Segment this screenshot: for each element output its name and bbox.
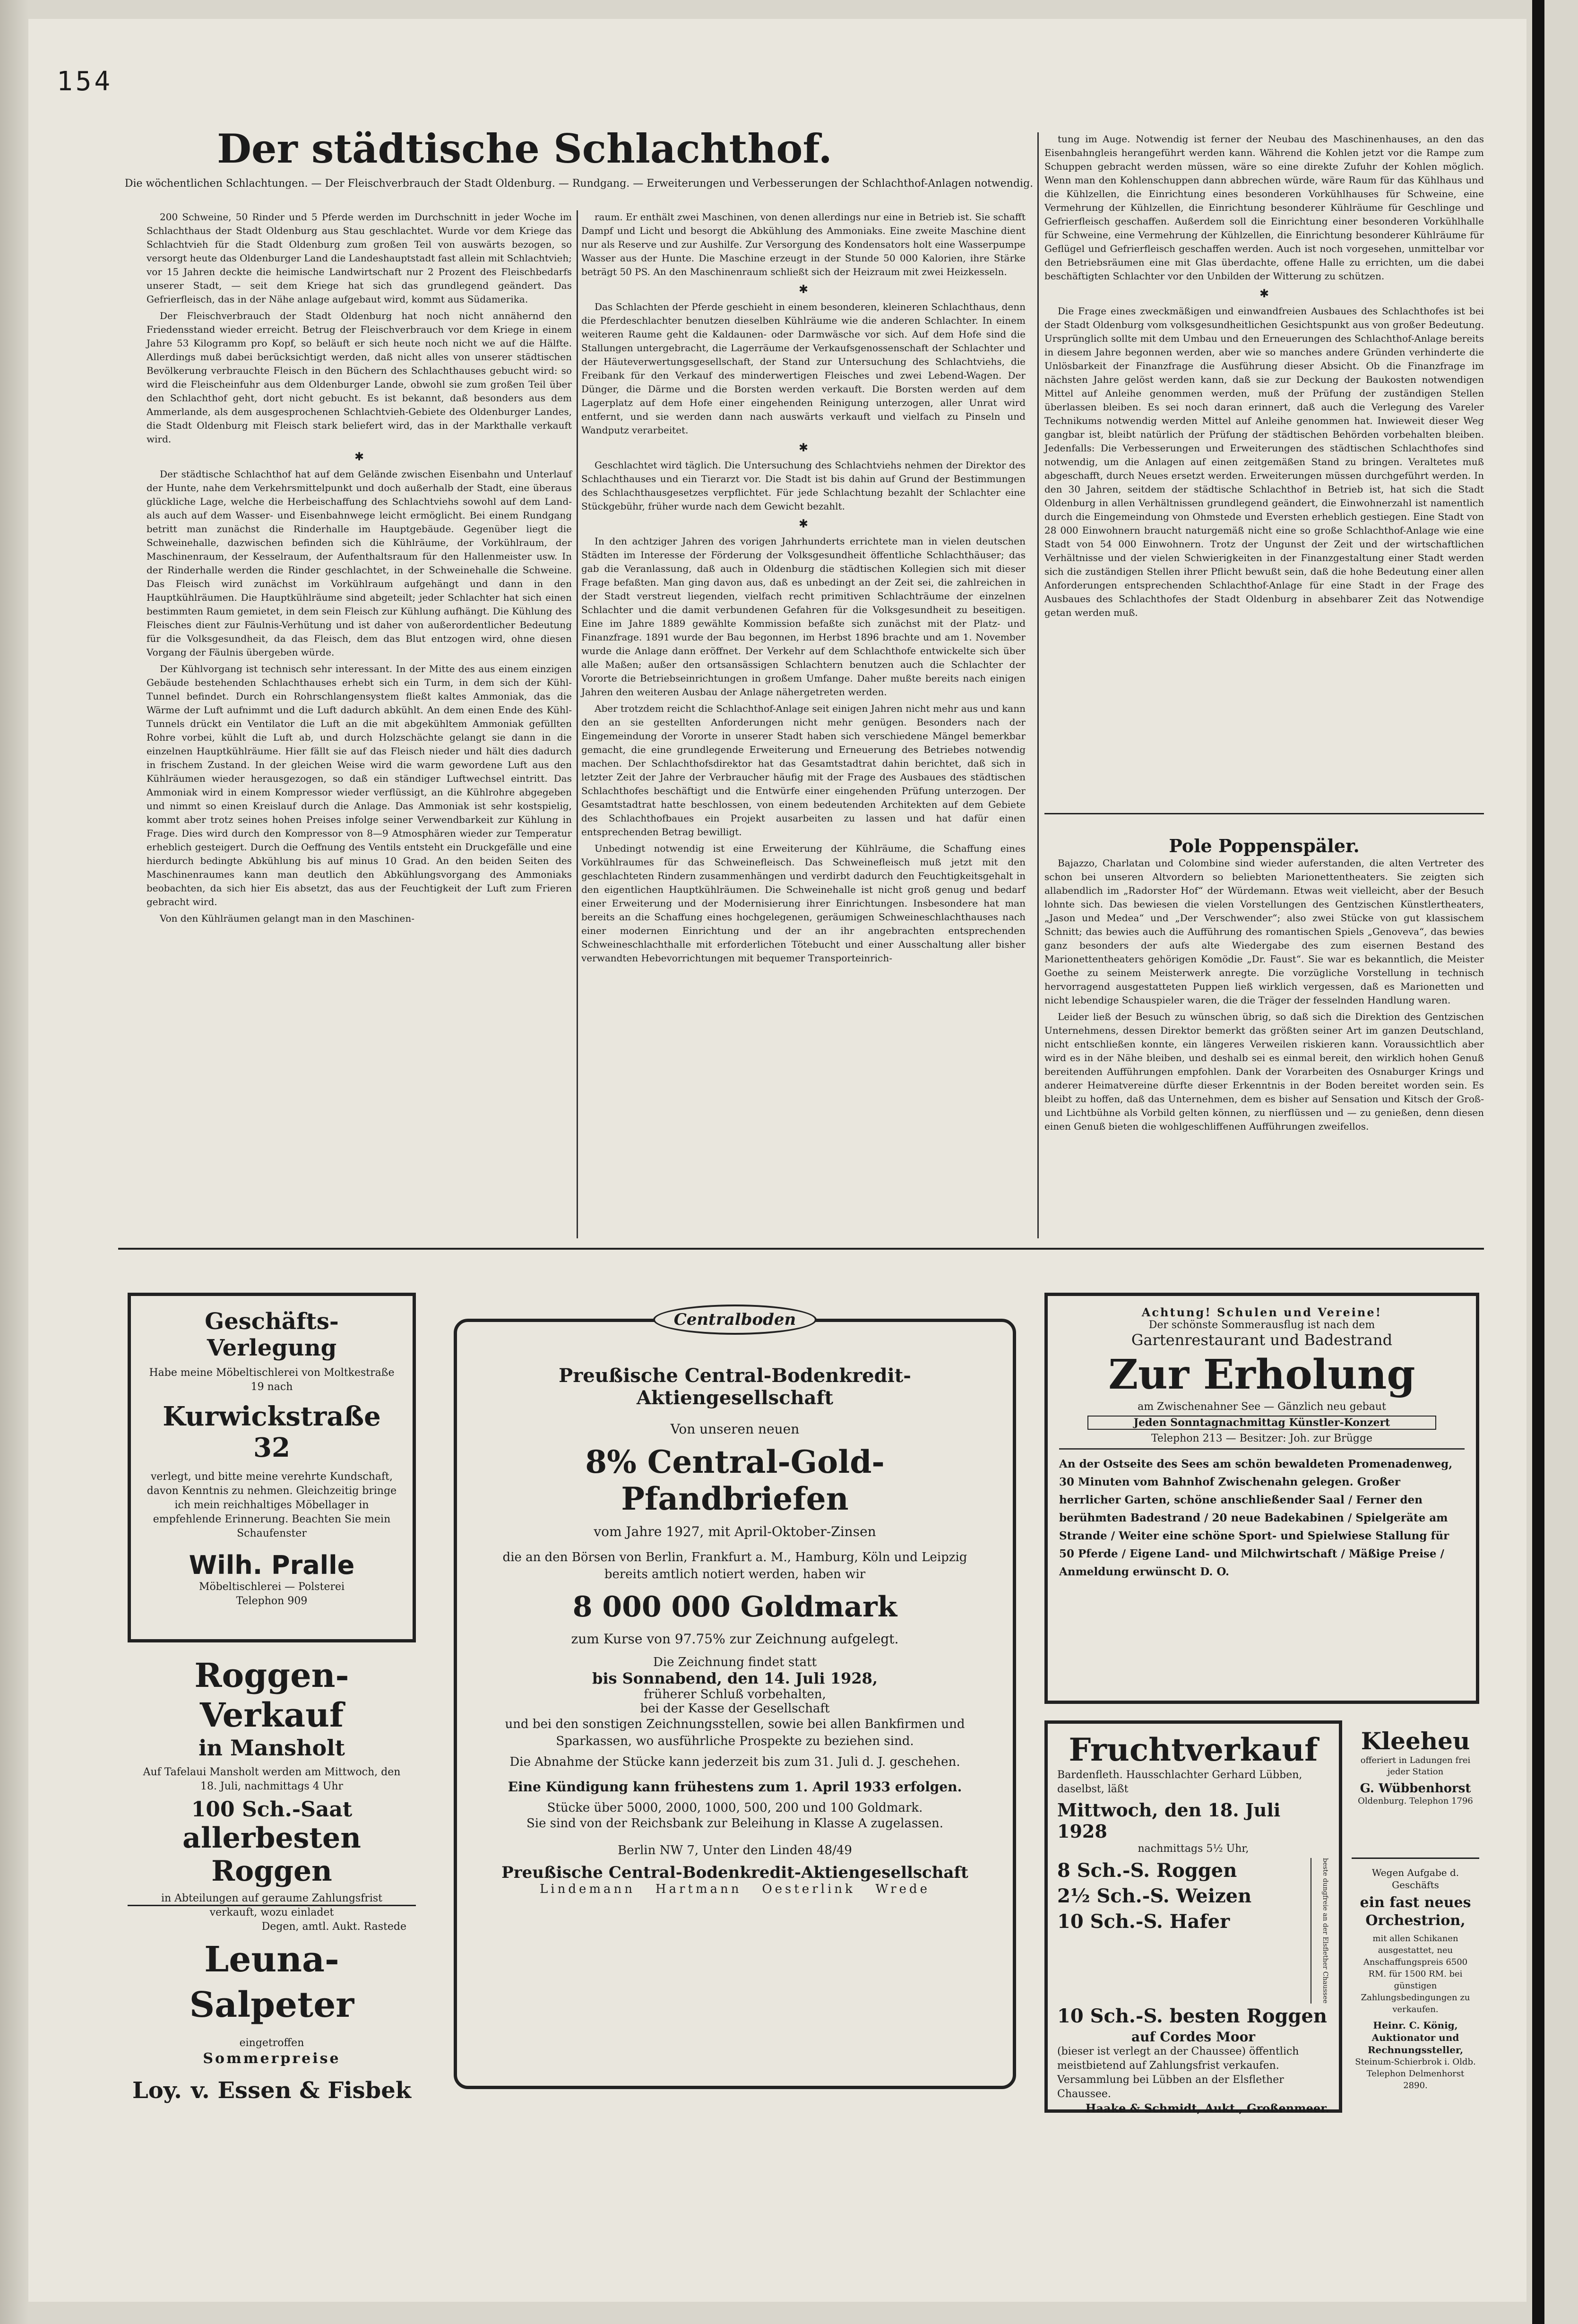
ad-text: Sommerpreise [203, 2050, 341, 2067]
ad-text: Von unseren neuen [670, 1421, 800, 1437]
ad-text: Telephon 213 — Besitzer: Joh. zur Brügge [1151, 1433, 1373, 1444]
ad-text: früherer Schluß vorbehalten, [644, 1687, 826, 1702]
ad-title: Geschäfts-Verlegung [205, 1308, 339, 1361]
ad-name: G. Wübbenhorst [1360, 1781, 1471, 1796]
ad-title: Kleeheu [1361, 1727, 1470, 1755]
ad-text: eingetroffen [239, 2037, 304, 2049]
column-rule [577, 210, 578, 1238]
ad-text: An der Ostseite des Sees am schön bewaldeten Promenadenweg, 30 Minuten vom Bahnhof Zwischenahn gelegen. Großer herrlicher Garten, schöne anschließender Saal / Ferner den berühmten Badestrand / 20 neue Badekabinen / Spielgeräte am Strande / Weiter eine schöne Sport- und Spielwiese Stallung für 50 Pferde / Eigene Land- und Milchwirtschaft / Mäßige Preise / Anmeldung erwünscht D. O. [1059, 1458, 1453, 1578]
paragraph: 200 Schweine, 50 Rinder und 5 Pferde werden im Durchschnitt in jeder Woche im Schlachthaus der Stadt Oldenburg aus Stau geschlachtet. Wurde vor dem Kriege das Schlachtvieh für die Stadt Oldenburg zum großen Teil von auswärts bezogen, so versorgt heute das Oldenburger Land die Landeshauptstadt fast allein mit Schlachtvieh; vor 15 Jahren deckte die heimische Landwirtschaft nur 2 Prozent des Fleischbedarfs unserer Stadt, — seit dem Kriege hat sich das grundlegend geändert. Das Gefrierfleisch, das in der Nähe anlage aufgebaut wird, kommt aus Südamerika. [147, 211, 572, 305]
ad-text: Habe meine Möbeltischlerei von Moltkestraße 19 nach [149, 1367, 395, 1393]
ad-text: Achtung! Schulen und Vereine! [1141, 1305, 1382, 1319]
page-number: 154 [57, 66, 113, 97]
ad-text: bei der Kasse der Gesellschaft [640, 1702, 830, 1716]
ad-name: Wilh. Pralle [189, 1550, 355, 1580]
ad-leuna [128, 1933, 416, 2103]
ad-item: 10 Sch.-S. Hafer [1057, 1910, 1230, 1933]
ad-phone: Telephon 909 [236, 1595, 308, 1607]
ad-company: Preußische Central-Bodenkredit-Aktiengesellschaft [559, 1365, 911, 1409]
ad-side-note: beste dungfreie an der Elsflether Chaussee [1311, 1858, 1329, 2004]
article-column-2 [581, 210, 1026, 1238]
ad-zur-erholung [1044, 1293, 1479, 1704]
paragraph: Die Frage eines zweckmäßigen und einwandfreien Ausbaues des Schlachthofes ist bei der Stadt Oldenburg vom volksgesundheitlichen Gesichtspunkt aus von großer Bedeutung. Ursprünglich sollte mit dem Umbau und den Erneuerungen des Schlachthof-Anlage bereits in diesem Jahre begonnen werden, aber wie so manches andere Gründen verhinderte die Unlösbarkeit der Finanzfrage die Ausführung dieser Absicht. Ob die Finanzfrage im nächsten Jahre gelöst werden kann, daß sie zur Deckung der Baukosten notwendigen Mittel auf Anleihe genommen werden, muß der Prüfung der zuständigen Stellen überlassen bleiben. Es sei noch daran erinnert, daß auch die Verlegung des Vareler Technikums notwendig werden Mittel auf Anleihe genommen hat. Inwieweit dieser Weg gangbar ist, bleibt natürlich der Prüfung der städtischen Behörden vorbehalten bleiben. Jedenfalls: Die Verbesserungen und Erweiterungen des städtischen Schlachthofes sind notwendig, um die Anlagen auf einen zeitgemäßen Stand zu bringen. Veraltetes muß abgeschafft, durch Neues ersetzt werden. Erweiterungen müssen durchgeführt werden. In den 30 Jahren, seitdem der städtische Schlachthof in Betrieb ist, hat sich die Stadt Oldenburg in allen Verhältnissen grundlegend geändert, die Einwohnerzahl ist namentlich durch die Eingemeindung von Ohmstede und Eversten erheblich gestiegen. Eine Stadt von 28 000 Einwohnern braucht naturgemäß nicht eine so große Schlachthof-Anlage wie eine Stadt von 54 000 Einwohnern. Trotz der Ungunst der Zeit und der wirtschaftlichen Verhältnisse und der vielen Schwierigkeiten in der Finanzgestaltung einer Stadt werden sich die zuständigen Stellen ihrer Pflicht bewußt sein, daß die hohe Bedeutung einer allen Anforderungen entsprechenden Schlachthof-Anlage für eine Stadt in der Frage des Ausbaues des Schlachthofes der Stadt Oldenburg in absehbarer Zeit das Notwendige getan werden muß. [1044, 305, 1484, 618]
paragraph: Der Fleischverbrauch der Stadt Oldenburg hat noch nicht annähernd den Friedensstand wieder erreicht. Betrug der Fleischverbrauch vor dem Kriege in einem Jahre 53 Kilogramm pro Kopf, so beläuft er sich heute noch nicht we auf die Hälfte. Allerdings muß dabei berücksichtigt werden, daß nicht alles von unserer städtischen Bevölkerung verbrauchte Fleisch in den Büchern des Schlachthauses gebucht wird: so wird die Fleischeinfuhr aus dem Oldenburger Lande, obwohl sie zum großen Teil über den Schlachthof geht, dort nicht gebucht. Es ist bekannt, daß besonders aus dem Ammerlande, als dem ausgesprochenen Schlachtvieh-Gebiete des Oldenburger Landes, die Stadt Oldenburg mit Fleisch stark beliefert wird, das in der Markthalle verkauft wird. [147, 310, 572, 445]
ad-name: Zur Erholung [1108, 1351, 1415, 1399]
paragraph: Der städtische Schlachthof hat auf dem Gelände zwischen Eisenbahn und Unterlauf der Hunte, nahe dem Verkehrsmittelpunkt und doch außerhalb der Stadt, eine überaus glückliche Lage, welche die Herbeischaffung des Schlachtviehs sowohl auf dem Land- als auch auf dem Wasser- und Eisenbahnwege leicht ermöglicht. Bei einem Rundgang betritt man zunächst die Rinderhalle im Hauptgebäude. Gegenüber liegt die Schweinehalle, dazwischen befinden sich die Kühlräume, der Vorkühlraum, der Maschinenraum, der Kesselraum, der Aufenthaltsraum für den Hallenmeister usw. In der Rinderhalle werden die Rinder geschlachtet, in der Schweinehalle die Schweine. Das Fleisch wird zunächst im Vorkühlraum aufgehängt und dann in den Hauptkühlräumen. Die Hauptkühlräume sind abgeteilt; jeder Schlachter hat sich einen bestimmten Raum gemietet, in dem sein Fleisch zur Kühlung aufhängt. Die Kühlung des Fleisches dient zur Fäulnis-Verhütung und ist daher von außerordentlicher Bedeutung für die Volksgesundheit, da das Fleisch, dem das Blut entzogen wird, ohne diesen Vorgang der Fäulnis übergeben würde. [147, 468, 572, 658]
ad-text: zum Kurse von 97.75% zur Zeichnung aufgelegt. [571, 1631, 899, 1647]
paragraph: Leider ließ der Besuch zu wünschen übrig, so daß sich die Direktion des Gentzischen Unternehmens, dessen Direktor bemerkt das größten seiner Art im ganzen Deutschland, nicht entschließen konnte, ein längeres Verweilen riskieren kann. Voraussichtlich aber wird es in der Nähe bleiben, und deshalb sei es einmal bereit, den wirklich hohen Genuß bereitenden Aufführungen empfohlen. Dank der Vorarbeiten des Osnaburger Krings und anderer Heimatvereine dürfte dieser Erkenntnis in der Boden bereitet worden sein. Es bleibt zu hoffen, daß das Unternehmen, dem es bisher auf Sensation und Kitsch der Groß- und Lichtbühne als Vorbild gelten können, zu nierflüssen und — zu genießen, denn diesen einen Genuß bieten die wohlgeschliffenen Aufführungen zweifellos. [1044, 1011, 1484, 1132]
separator-star: ✱ [798, 441, 809, 454]
ad-text: Sie sind von der Reichsbank zur Beleihung in Klasse A zugelassen. [526, 1816, 944, 1831]
ad-central-bodenkredit [454, 1319, 1016, 2089]
ad-roggen [128, 1652, 416, 1933]
ad-text: Der schönste Sommerausflug ist nach dem [1148, 1319, 1375, 1331]
central-logo-wrap [647, 1305, 822, 1335]
ad-fruchtverkauf [1044, 1720, 1342, 2113]
separator-star: ✱ [1259, 287, 1269, 300]
paragraph: Das Schlachten der Pferde geschieht in einem besonderen, kleineren Schlachthaus, denn die Pferdeschlachter benutzen dieselben Kühlräume wie die anderen Schlachter. In einem weiteren Raume geht die Kaldaunen- oder Darmwäsche vor sich. Auf dem Hofe sind die Stallungen untergebracht, die Lagerräume der Verkaufsgenossenschaft der Schlachter und der Häuteverwertungsgesellschaft, der Stand zur Untersuchung des Schlachtviehs, die Freibank für den Verkauf des minderwertigen Fleisches und zwei Lebend-Wagen. Der Dünger, die Därme und die Borsten werden verkauft. Die Borsten werden auf dem Lagerplatz auf dem Hofe einer eingehenden Reinigung unterzogen, aller Unrat wird entfernt, und sie werden dann nach auswärts verkauft und vielfach zu Pinseln und Wandputz verarbeitet. [581, 301, 1026, 436]
ad-title: Fruchtverkauf [1069, 1731, 1318, 1768]
ad-item: 2½ Sch.-S. Weizen [1057, 1885, 1252, 1907]
ad-address: Berlin NW 7, Unter den Linden 48/49 [618, 1843, 852, 1857]
separator-star: ✱ [798, 283, 809, 296]
ad-text: Jeden Sonntagnachmittag Künstler-Konzert [1087, 1416, 1436, 1430]
ad-text: offeriert in Ladungen frei jeder Station [1360, 1755, 1471, 1777]
paragraph: Unbedingt notwendig ist eine Erweiterung der Kühlräume, die Schaffung eines Vorkühlraumes für das Schweinefleisch. Das Schweinefleisch muß jetzt mit den geschlachteten Rindern zusammenhängen und verdirbt dadurch den Feuchtigkeitsgehalt in den eigentlichen Hauptkühlräumen. Die Schweinehalle ist nicht groß genug und bedarf einer Erweiterung und der Modernisierung ihrer Einrichtungen. Insbesondere hat man bereits an die Schaffung eines hochgelegenen, geräumigen Schweineschlachthauses nach einer modernen Einrichtung und der an ihr angebrachten entsprechenden Schweineschlachthalle mit erforderlichen Tötebucht und einer Ausschaltung aller bisher verwandten Hebevorrichtungen mit bequemer Transporteinrich- [581, 843, 1026, 964]
ad-product: 8% Central-Gold-Pfandbriefen [585, 1443, 885, 1517]
ad-text: Bardenfleth. Hausschlachter Gerhard Lübben, daselbst, läßt [1057, 1769, 1302, 1795]
ad-title: ein fast neues Orchestrion, [1360, 1894, 1471, 1929]
paragraph: Aber trotzdem reicht die Schlachthof-Anlage seit einigen Jahren nicht mehr aus und kann den an sie gestellten Anforderungen nicht mehr genügen. Besonders nach der Eingemeindung der Vororte in unserer Stadt haben sich verschiedene Mängel bemerkbar gemacht, die eine grundlegende Erweiterung und Erneuerung des Betriebes notwendig machen. Der Schlachthofsdirektor hat das Gesamtstadtrat dahin berichtet, daß sich in letzter Zeit der Jahre der Verbraucher häufig mit der Frage des Ausbaues des städtischen Schlachthofes beschäftigt und die Entwürfe einer eingehenden Prüfung unterzogen. Der Gesamtstadtrat hatte beschlossen, von einem bedeutenden Architekten auf dem Gebiete des Schlachthofbaues ein Projekt ausarbeiten zu lassen und hat dafür einen entsprechenden Betrag bewilligt. [581, 703, 1026, 838]
ad-date: bis Sonnabend, den 14. Juli 1928, [592, 1669, 878, 1687]
paragraph: Von den Kühlräumen gelangt man in den Maschinen- [160, 913, 415, 924]
ad-text: Auf Tafelaui Mansholt werden am Mittwoch, den 18. Juli, nachmittags 4 Uhr [143, 1766, 401, 1792]
ad-left: Loy. [132, 2077, 182, 2104]
ad-text: und bei den sonstigen Zeichnungsstellen, sowie bei allen Bankfirmen und Sparkassen, wo ausführliche Prospekte zu beziehen sind. [505, 1717, 965, 1748]
ad-title: Leuna-Salpeter [189, 1939, 354, 2025]
ad-text: am Zwischenahner See — Gänzlich neu gebaut [1138, 1401, 1386, 1413]
paragraph: In den achtziger Jahren des vorigen Jahrhunderts errichtete man in vielen deutschen Städten im Interesse der Förderung der Volksgesundheit öffentliche Schlachthäuser; das gab die Veranlassung, daß auch in Oldenburg die städtischen Kollegien sich mit dieser Frage befaßten. Man ging davon aus, daß es unbedingt an der Zeit sei, die zahlreichen in der Stadt verstreut liegenden, vielfach recht primitiven Schlachträume der einzelnen Schlachter und die damit verbundenen Gefahren für die Volksgesundheit zu beseitigen. Eine im Jahre 1889 gewählte Kommission befaßte sich zunächst mit der Platz- und Finanzfrage. 1891 wurde der Bau begonnen, im Herbst 1896 brachte und am 1. November wurde die Anlage dann eröffnet. Der Verkehr auf dem Schlachthofe entwickelte sich über alle Maßen; außer den ortsansässigen Schlachtern benutzen auch die Schlachter der Vororte die Betriebseinrichtungen in großem Umfange. Daher mußte bereits nach einigen Jahren den weiteren Ausbau der Anlage nähergetreten werden. [581, 536, 1026, 698]
ad-praelle [128, 1293, 416, 1642]
section-rule [1044, 813, 1484, 814]
ad-signature: Degen, amtl. Aukt. Rastede [261, 1921, 406, 1933]
ad-text: Eine Kündigung kann frühestens zum 1. April 1933 erfolgen. [508, 1779, 962, 1795]
article-column-1 [147, 210, 572, 1238]
page-shadow [0, 0, 28, 2324]
ads-top-rule [118, 1248, 1484, 1250]
ad-item: 10 Sch.-S. besten Roggen [1057, 2004, 1328, 2027]
ad-text: Oldenburg. Telephon 1796 [1358, 1796, 1473, 1806]
ad-place: in Mansholt [198, 1735, 345, 1761]
ad-name: Heinr. C. König, Auktionator und Rechnungssteller, [1367, 2020, 1464, 2056]
article-title: Der städtische Schlachthof. [217, 125, 832, 172]
ad-right: v. Essen & Fisbek [190, 2077, 411, 2104]
paragraph: Bajazzo, Charlatan und Colombine sind wieder auferstanden, die alten Vertreter des schon bei unseren Altvordern so beliebten Marionettentheaters. Sie zeigten sich allabendlich im „Radorster Hof“ der Würdemann. Etwas weit vielleicht, aber der Besuch lohnte sich. Das bewiesen die vielen Vorstellungen des Gentzischen Künstlertheaters, „Jason und Medea“ und „Der Verschwender“; also zwei Stücke von gut klassischem Schnitt; das bewies auch die Aufführung des romantischen Spiels „Genoveva“, das bewies ganz besonders der aufs alte Wiedergabe des zum eisernen Bestand des Marionettentheaters gehörigen Komödie „Dr. Faust“. Sie war es bekanntlich, die Meister Goethe zu seinem Meisterwerk anregte. Die vorzügliche Vorstellung in technisch hervorragend ausgestatteten Puppen ließ wirklich vergessen, daß es Marionetten und nicht lebendige Schauspieler waren, die die Träger der fesselnden Handlung waren. [1044, 857, 1484, 1006]
ad-text: Möbeltischlerei — Polsterei [198, 1581, 345, 1593]
column-rule [1037, 132, 1039, 1238]
separator-star: ✱ [798, 517, 809, 530]
ad-text: in Abteilungen auf geraume Zahlungsfrist verkauft, wozu einladet [161, 1892, 383, 1918]
ad-text: Stücke über 5000, 2000, 1000, 500, 200 und 100 Goldmark. [547, 1801, 923, 1815]
theater-review [1044, 835, 1484, 1238]
paragraph: tung im Auge. Notwendig ist ferner der Neubau des Maschinenhauses, an den das Eisenbahngleis herangeführt werden kann. Während die Kohlen jetzt vor die Rampe zum Schuppen gebracht werden müssen, wäre so eine direkte Zufuhr der Kohlen möglich. Wenn man den Kohlenschuppen dann abbrechen würde, wäre Raum für das Kühlhaus und die Kühlzellen, die Einrichtung eines besonderen Vorkühlhauses für Schweine, eine Vermehrung der Kühlzellen, die Einrichtung besonderer Kühlräume für Geschlinge und Gefrierfleisch geschaffen. Außerdem soll die Einrichtung einer besonderen Vorkühlhalle für Schweine, eine Vermehrung der Kühlzellen, die Einrichtung besonderer Kühlräume für Geflügel und Gefrierfleisch geschaffen werden. Auch ist noch vorgesehen, unmittelbar vor den Betriebsräumen eine mit Glas überdachte, offene Halle zu errichten, um die dabei beschäftigten Schlachter vor den Unbilden der Witterung zu schützen. [1044, 133, 1484, 282]
ad-text: die an den Börsen von Berlin, Frankfurt a. M., Hamburg, Köln und Leipzig bereits amtlich notiert werden, haben wir [502, 1550, 967, 1581]
ad-text: Wegen Aufgabe d. Geschäfts [1371, 1867, 1459, 1891]
separator-star: ✱ [354, 450, 364, 463]
ad-kleeheu [1352, 1725, 1479, 1853]
ad-text: nachmittags 5½ Uhr, [1138, 1843, 1249, 1855]
ad-amount: 8 000 000 Goldmark [572, 1590, 897, 1624]
ad-street: Kurwickstraße 32 [163, 1401, 381, 1463]
paragraph: Der Kühlvorgang ist technisch sehr interessant. In der Mitte des aus einem einzigen Gebäude bestehenden Schlachthauses erhebt sich ein Turm, in dem sich der Kühl-Tunnel befindet. Durch ein Rohrschlangensystem fließt kaltes Ammoniak, das die Wärme der Luft aufnimmt und die Luft dadurch abkühlt. An dem einen Ende des Kühl-Tunnels drückt ein Ventilator die Luft an die mit abgekühltem Ammoniak gefüllten Rohre vorbei, kühlt die Luft ab, und durch Holzschächte gelangt sie dann in die einzelnen Hauptkühlräume. Hier fällt sie auf das Fleisch nieder und hält dies dadurch in frischem Zustand. In der gleichen Weise wird die warm gewordene Luft aus den Kühlräumen wieder herausgezogen, so daß ein ständiger Luftwechsel eintritt. Das Ammoniak wird in einem Kompressor wieder verflüssigt, an die Kühlrohre abgegeben und nimmt so einen Kreislauf durch die Anlage. Das Ammoniak ist sehr kostspielig, kommt aber trotz seines hohen Preises infolge seiner Verwendbarkeit zur Kühlung in Frage. Dies wird durch den Kompressor von 8—9 Atmosphären wieder zur Temperatur erheblich gesteigert. Durch die Oeffnung des Ventils entsteht ein Druckgefälle und eine hierdurch bedingte Abkühlung bis auf minus 10 Grad. An den beiden Seiten des Maschinenraumes kann man deutlich den Abkühlungsvorgang des Ammoniaks beobachten, da sich hier Eis absetzt, das aus der Feuchtigkeit der Luft zum Frieren gebracht wird. [147, 663, 572, 907]
ad-text: Steinum-Schierbrok i. Oldb. Telephon Delmenhorst 2890. [1355, 2057, 1476, 2091]
ad-place: auf Cordes Moor [1131, 2029, 1255, 2045]
paragraph: Geschlachtet wird täglich. Die Untersuchung des Schlachtviehs nehmen der Direktor des Schlachthauses und ein Tierarzt vor. Die Stadt ist bis dahin auf Grund der Bestimmungen des Schlachthausgesetzes verpflichtet. Für jede Schlachtung bezahlt der Schlachter eine Stückgebühr, früher wurde nach dem Gewicht bezahlt. [581, 459, 1026, 512]
ad-text: Die Zeichnung findet statt [653, 1655, 817, 1669]
article-column-3 [1044, 132, 1484, 794]
review-title: Pole Poppenspäler. [1169, 835, 1360, 856]
ad-title: Roggen-Verkauf [194, 1656, 349, 1735]
ad-text: vom Jahre 1927, mit April-Oktober-Zinsen [594, 1524, 876, 1539]
ad-board: Lindemann Hartmann Oesterlink Wrede [540, 1882, 930, 1896]
ad-orchestrion [1352, 1865, 1479, 2129]
central-logo: Centralboden [653, 1305, 817, 1335]
ad-signature: Haake & Schmidt, Aukt., Großenmeer. [1085, 2101, 1329, 2115]
ad-text: mit allen Schikanen ausgestattet, neu Anschaffungspreis 6500 RM. für 1500 RM. bei günstigen Zahlungsbedingungen zu verkaufen. [1361, 1934, 1470, 2014]
ad-text: Die Abnahme der Stücke kann jederzeit bis zum 31. Juli d. J. geschehen. [509, 1755, 960, 1769]
ad-text: (bieser ist verlegt an der Chaussee) öffentlich meistbietend auf Zahlungsfrist verkaufen. [1057, 2045, 1299, 2072]
ad-rule [1352, 1857, 1479, 1859]
ad-text: Gartenrestaurant und Badestrand [1131, 1331, 1393, 1349]
ad-divider [1059, 1448, 1465, 1450]
ad-rule [128, 1905, 416, 1906]
ad-qty: 100 Sch.-Saat [191, 1797, 353, 1822]
ad-text: Versammlung bei Lübben an der Elsflether Chaussee. [1057, 2073, 1284, 2100]
article-subtitle: Die wöchentlichen Schlachtungen. — Der Fleischverbrauch der Stadt Oldenburg. — Rundgang. — Erweiterungen und Verbesserungen der Schlachthof-Anlagen notwendig. [124, 178, 1034, 190]
paragraph: raum. Er enthält zwei Maschinen, von denen allerdings nur eine in Betrieb ist. Sie schafft Dampf und Licht und besorgt die Abkühlung des Ammoniaks. Eine zweite Maschine dient nur als Reserve und zur Aushilfe. Zur Versorgung des Kondensators holt eine Wasserpumpe Wasser aus der Hunte. Die Maschine erzeugt in der Stunde 50 000 Kalorien, ihre Stärke beträgt 50 PS. An den Maschinenraum schließt sich der Heizraum mit zwei Heizkesseln. [581, 211, 1026, 277]
scan-edge-bar [1532, 0, 1544, 2324]
ad-text: verlegt, und bitte meine verehrte Kundschaft, davon Kenntnis zu nehmen. Gleichzeitig bringe ich mein reichhaltiges Möbellager in empfehlende Erinnerung. Beachten Sie mein Schaufenster [147, 1471, 397, 1539]
ad-item: 8 Sch.-S. Roggen [1057, 1859, 1237, 1882]
ad-date: Mittwoch, den 18. Juli 1928 [1057, 1799, 1281, 1842]
ad-product: allerbesten Roggen [182, 1822, 361, 1888]
ad-company-footer: Preußische Central-Bodenkredit-Aktiengesellschaft [501, 1863, 968, 1882]
